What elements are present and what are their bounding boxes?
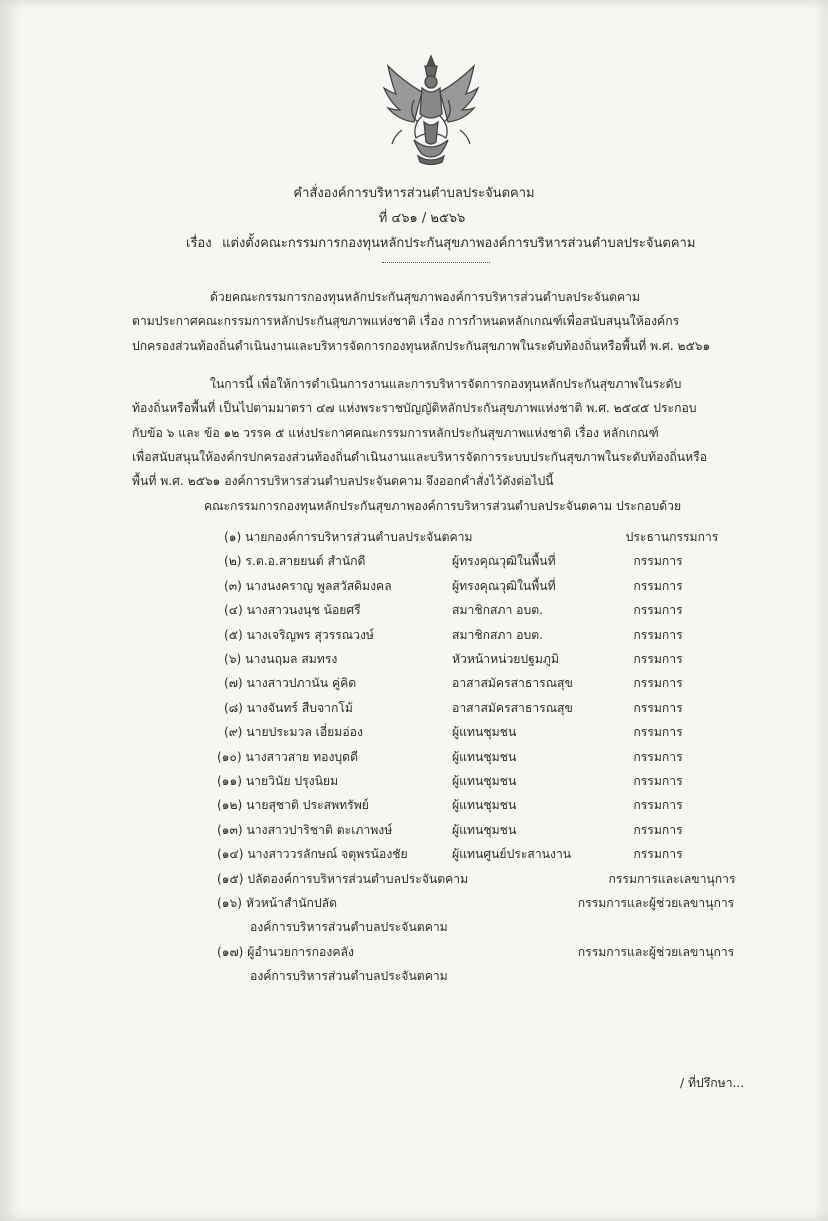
member-row bbox=[0, 528, 828, 552]
member-role: ประธานกรรมการ bbox=[625, 530, 719, 544]
member-row bbox=[0, 723, 828, 747]
member-position: หัวหน้าหน่วยปฐมภูมิ bbox=[452, 652, 559, 666]
member-role: กรรมการ bbox=[633, 554, 683, 569]
member-row bbox=[0, 772, 828, 796]
member-row bbox=[0, 674, 828, 698]
member-name: (๕) นางเจริญพร สุวรรณวงษ์ bbox=[224, 627, 374, 642]
garuda-emblem-icon bbox=[378, 52, 484, 166]
member-name: (๙) นายประมวล เอี่ยมอ่อง bbox=[224, 725, 363, 740]
member-role: กรรมการและเลขานุการ bbox=[608, 871, 736, 886]
member-position: ผู้แทนชุมชน bbox=[452, 798, 517, 813]
member-org-continuation: องค์การบริหารส่วนตำบลประจันตคาม bbox=[250, 969, 448, 984]
member-name: (๑๓) นางสาวปาริชาติ ตะเภาพงษ์ bbox=[217, 822, 393, 837]
member-role: กรรมการและผู้ช่วยเลขานุการ bbox=[577, 896, 735, 910]
member-name: (๒) ร.ต.อ.สายยนต์ สำนักดี bbox=[224, 554, 366, 569]
order-title: คำสั่งองค์การบริหารส่วนตำบลประจันตคาม bbox=[293, 186, 535, 201]
committee-intro: คณะกรรมการกองทุนหลักประกันสุขภาพองค์การบริหารส่วนตำบลประจันตคาม ประกอบด้วย bbox=[204, 499, 682, 513]
continuation-note: / ที่ปรึกษา... bbox=[680, 1076, 745, 1090]
member-row bbox=[0, 552, 828, 576]
member-row bbox=[0, 577, 828, 601]
member-name: (๘) นางจันทร์ สืบจากโม้ bbox=[224, 700, 353, 715]
paragraph-line: กับข้อ ๖ และ ข้อ ๑๒ วรรค ๕ แห่งประกาศคณะกรรมการหลักประกันสุขภาพแห่งชาติ เรื่อง หลักเกณฑ์ bbox=[132, 425, 659, 440]
member-name: (๑๑) นายวินัย ปรุงนิยม bbox=[217, 774, 339, 788]
paragraph-2 bbox=[132, 372, 742, 493]
member-role: กรรมการ bbox=[633, 578, 683, 593]
member-row bbox=[0, 699, 828, 723]
member-name: (๑๐) นางสาวสาย ทองบุดดี bbox=[217, 749, 358, 764]
member-position: อาสาสมัครสาธารณสุข bbox=[452, 676, 573, 691]
member-position: ผู้แทนศูนย์ประสานงาน bbox=[452, 847, 572, 862]
member-row bbox=[0, 870, 828, 894]
member-role: กรรมการ bbox=[633, 749, 683, 764]
paragraph-1 bbox=[132, 285, 742, 358]
member-org-continuation: องค์การบริหารส่วนตำบลประจันตคาม bbox=[250, 920, 448, 935]
paragraph-line: ด้วยคณะกรรมการกองทุนหลักประกันสุขภาพองค์การบริหารส่วนตำบลประจันตคาม bbox=[210, 290, 641, 304]
member-role: กรรมการ bbox=[633, 847, 683, 862]
member-position: ผู้ทรงคุณวุฒิในพื้นที่ bbox=[452, 578, 556, 593]
member-role: กรรมการ bbox=[633, 652, 683, 666]
member-position: สมาชิกสภา อบต. bbox=[452, 603, 544, 618]
member-name: (๓) นางนงคราญ พูลสวัสดิมงคล bbox=[224, 578, 392, 593]
member-role: กรรมการ bbox=[633, 774, 683, 788]
member-row bbox=[0, 894, 828, 918]
member-name: (๔) นางสาวนงนุช น้อยศรี bbox=[224, 603, 361, 618]
member-row bbox=[0, 821, 828, 845]
paragraph-line: ในการนี้ เพื่อให้การดำเนินการงานและการบริหารจัดการกองทุนหลักประกันสุขภาพในระดับ bbox=[210, 377, 682, 391]
subject-label: เรื่อง bbox=[186, 236, 212, 251]
member-name: (๑๖) หัวหน้าสำนักปลัด bbox=[217, 896, 338, 910]
member-position: ผู้แทนชุมชน bbox=[452, 822, 517, 837]
member-position: ผู้ทรงคุณวุฒิในพื้นที่ bbox=[452, 554, 556, 569]
paragraph-line: ปกครองส่วนท้องถิ่นดำเนินงานและบริหารจัดการกองทุนหลักประกันสุขภาพในระดับท้องถิ่นหรือพื้นที่ พ.ศ. ๒๕๖๑ bbox=[132, 338, 711, 353]
committee-intro-block bbox=[132, 494, 742, 518]
member-role: กรรมการ bbox=[633, 676, 683, 691]
order-number: ที่ ๔๖๑ / ๒๕๖๖ bbox=[378, 211, 466, 226]
member-row bbox=[0, 626, 828, 650]
member-name: (๖) นางนฤมล สมทรง bbox=[224, 652, 338, 666]
member-name: (๑) นายกองค์การบริหารส่วนตำบลประจันตคาม bbox=[224, 530, 473, 544]
member-role: กรรมการ bbox=[633, 627, 683, 642]
member-role: กรรมการ bbox=[633, 798, 683, 813]
member-name: (๗) นางสาวปภานัน คู่คิด bbox=[224, 676, 357, 691]
member-role: กรรมการ bbox=[633, 725, 683, 740]
member-role: กรรมการ bbox=[633, 822, 683, 837]
member-row bbox=[0, 748, 828, 772]
member-position: ผู้แทนชุมชน bbox=[452, 774, 517, 788]
paragraph-line: ตามประกาศคณะกรรมการหลักประกันสุขภาพแห่งชาติ เรื่อง การกำหนดหลักเกณฑ์เพื่อสนับสนุนให้องค์กร bbox=[132, 314, 680, 329]
member-role: กรรมการ bbox=[633, 700, 683, 715]
member-position: ผู้แทนชุมชน bbox=[452, 725, 517, 740]
paragraph-line: เพื่อสนับสนุนให้องค์กรปกครองส่วนท้องถิ่นดำเนินงานและบริหารจัดการระบบประกันสุขภาพในระดับท้องถิ่นหรือ bbox=[132, 449, 708, 464]
subject-line bbox=[186, 232, 695, 253]
member-row bbox=[0, 845, 828, 869]
dotted-divider bbox=[382, 262, 490, 263]
member-row bbox=[0, 943, 828, 967]
member-role: กรรมการและผู้ช่วยเลขานุการ bbox=[577, 944, 735, 959]
subject-text: แต่งตั้งคณะกรรมการกองทุนหลักประกันสุขภาพองค์การบริหารส่วนตำบลประจันตคาม bbox=[222, 236, 696, 251]
paragraph-line: ท้องถิ่นหรือพื้นที่ เป็นไปตามมาตรา ๔๗ แห่งพระราชบัญญัติหลักประกันสุขภาพแห่งชาติ พ.ศ. ๒๕๔๕ ประกอบ bbox=[132, 401, 697, 416]
member-row bbox=[0, 601, 828, 625]
member-role: กรรมการ bbox=[633, 603, 683, 618]
member-name: (๑๒) นายสุชาติ ประสพทรัพย์ bbox=[217, 798, 369, 813]
member-name: (๑๔) นางสาววรลักษณ์ จตุพรน้องชัย bbox=[217, 847, 408, 862]
member-row bbox=[0, 650, 828, 674]
member-name: (๑๕) ปลัดองค์การบริหารส่วนตำบลประจันตคาม bbox=[217, 871, 469, 886]
member-position: อาสาสมัครสาธารณสุข bbox=[452, 700, 573, 715]
paragraph-line: พื้นที่ พ.ศ. ๒๕๖๑ องค์การบริหารส่วนตำบลประจันตคาม จึงออกคำสั่งไว้ดังต่อไปนี้ bbox=[132, 474, 554, 489]
member-row bbox=[0, 796, 828, 820]
member-name: (๑๗) ผู้อำนวยการกองคลัง bbox=[217, 944, 354, 959]
member-position: ผู้แทนชุมชน bbox=[452, 749, 517, 764]
member-position: สมาชิกสภา อบต. bbox=[452, 627, 544, 642]
